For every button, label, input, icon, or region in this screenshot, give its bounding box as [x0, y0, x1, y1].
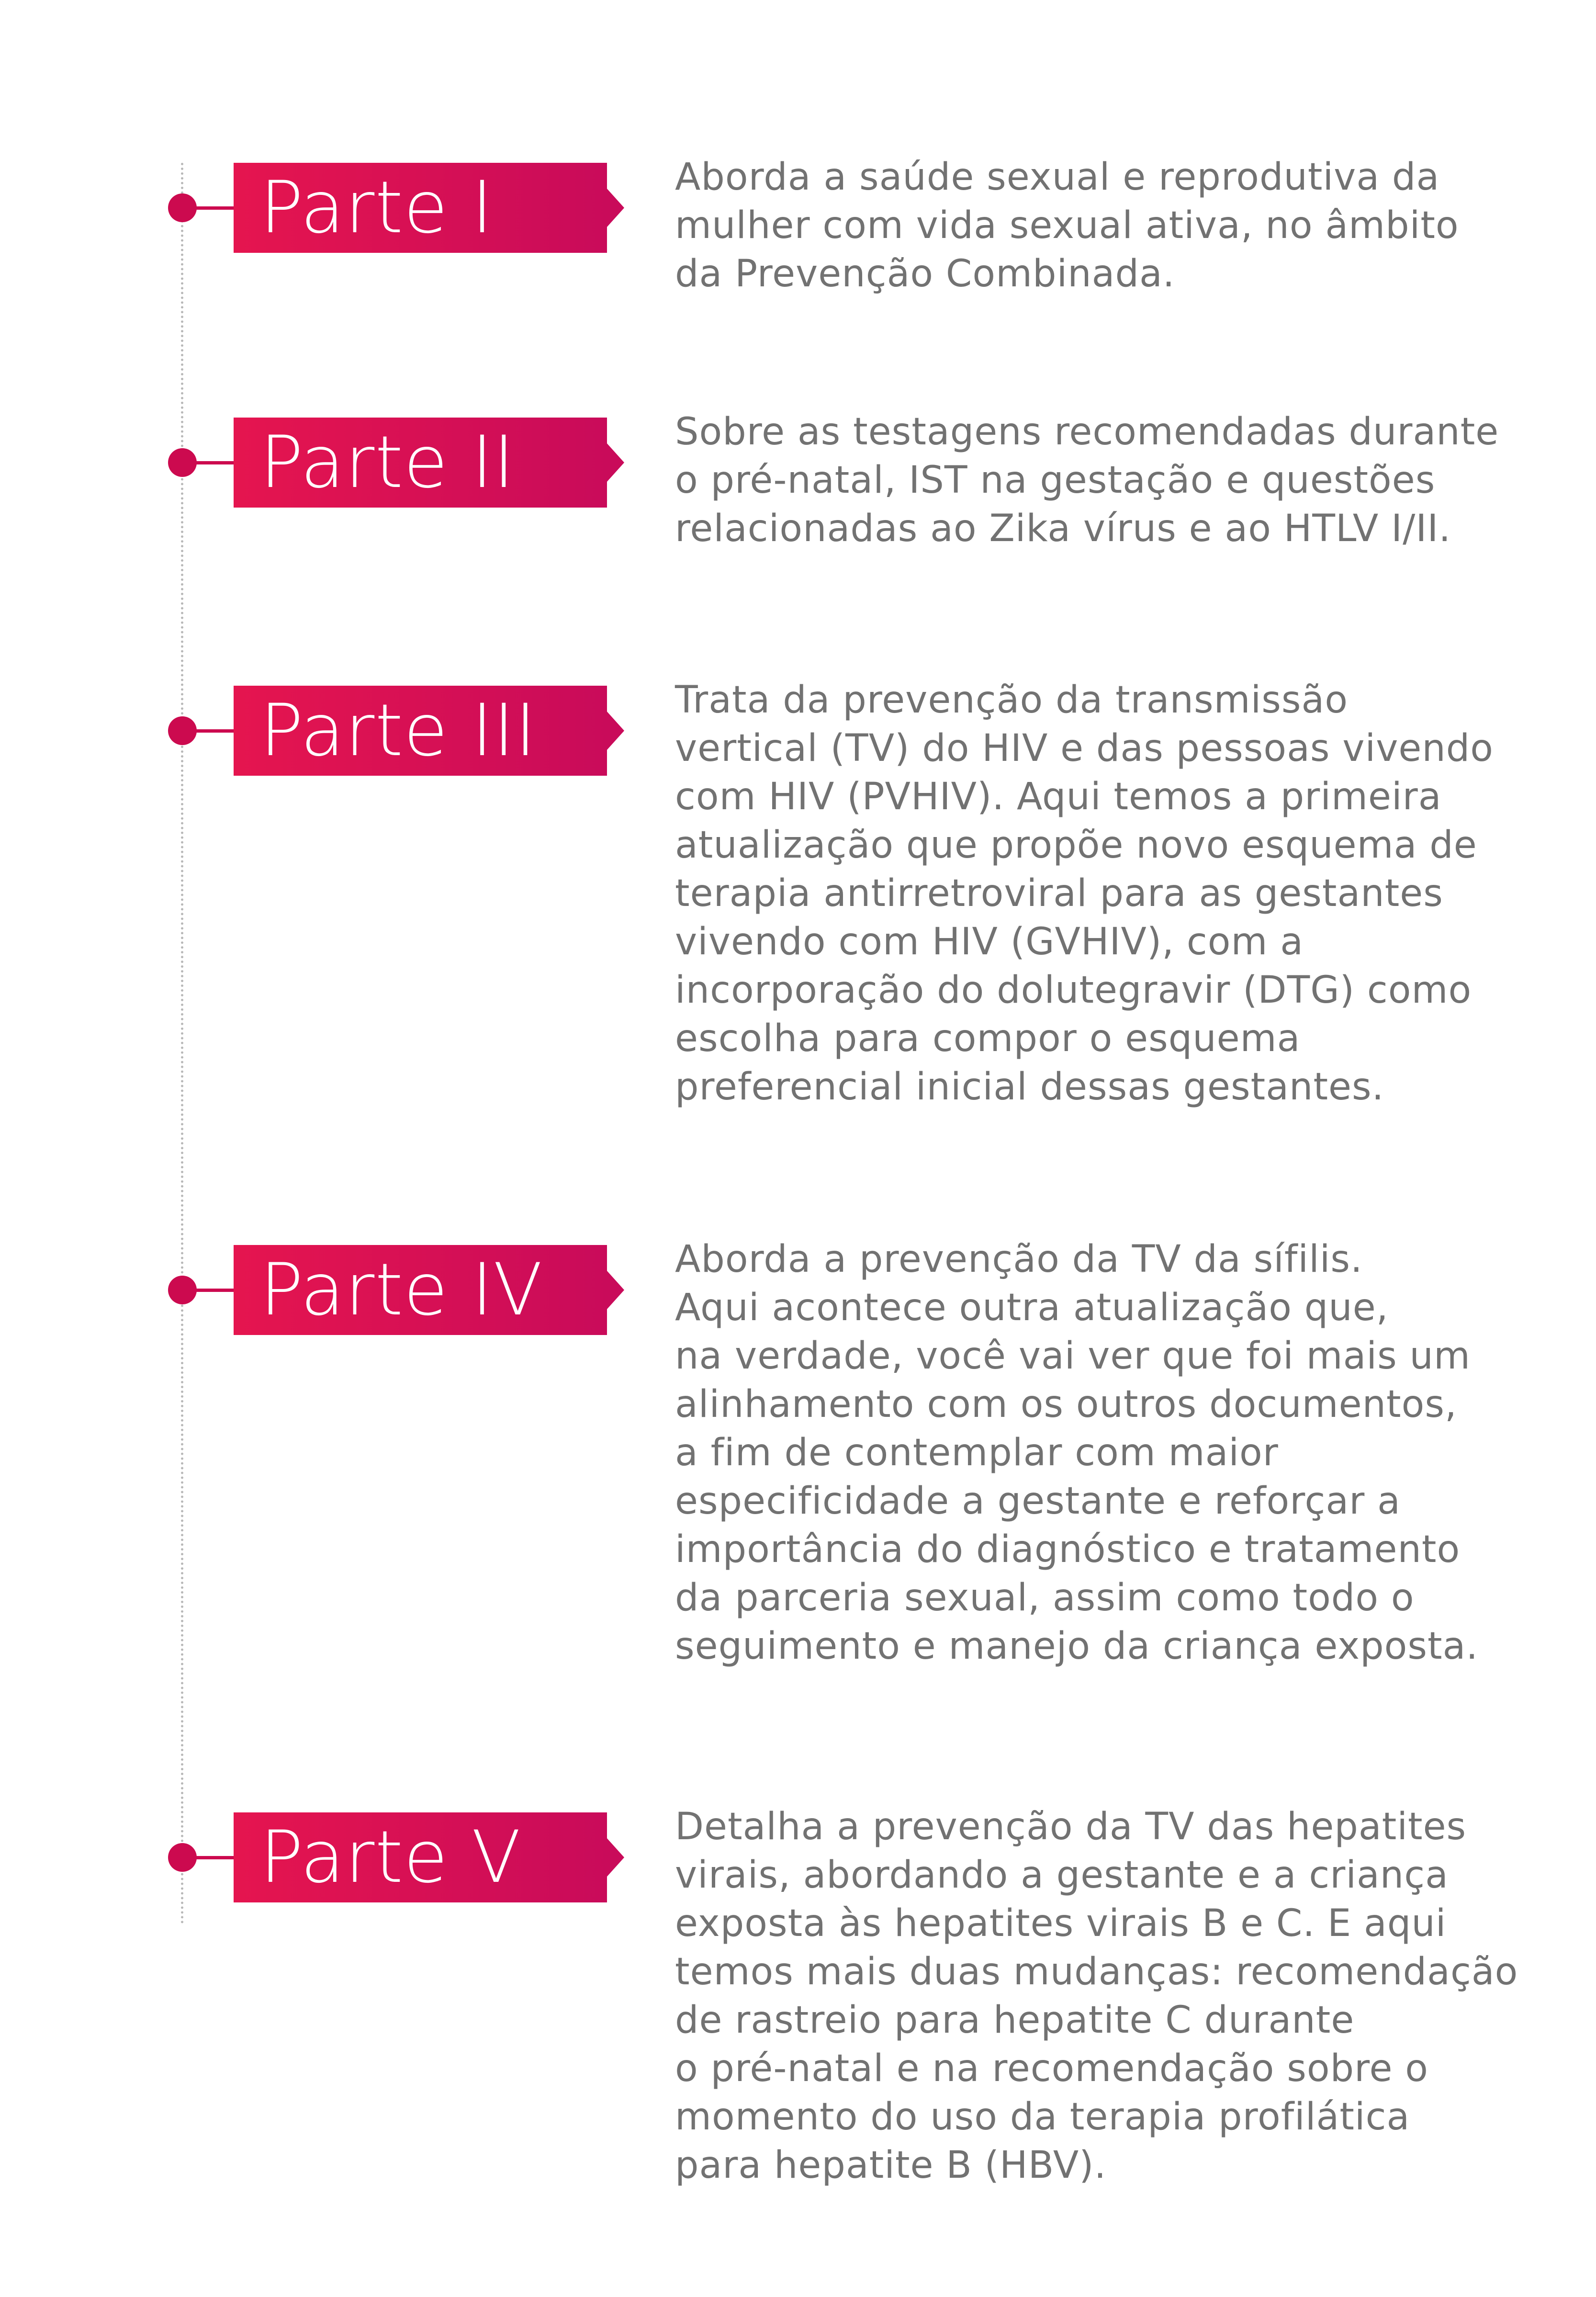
description-line: preferencial inicial dessas gestantes.: [675, 1065, 1384, 1109]
part-label: Parte V: [260, 1816, 521, 1899]
description-line: terapia antirretroviral para as gestantes: [675, 872, 1443, 915]
description-line: na verdade, você vai ver que foi mais um: [675, 1335, 1471, 1378]
part-banner: [234, 1245, 607, 1335]
part-label: Parte I: [260, 166, 494, 249]
description-line: Aqui acontece outra atualização que,: [675, 1286, 1389, 1329]
timeline-line: [181, 163, 183, 1925]
part-description: [675, 676, 1575, 1111]
timeline-connector: [182, 1289, 235, 1292]
description-line: escolha para compor o esquema: [675, 1017, 1301, 1060]
description-line: mulher com vida sexual ativa, no âmbito: [675, 204, 1459, 247]
description-line: especificidade a gestante e reforçar a: [675, 1480, 1401, 1523]
description-line: Detalha a prevenção da TV das hepatites: [675, 1805, 1467, 1848]
timeline-connector: [182, 206, 235, 210]
description-line: temos mais duas mudanças: recomendação: [675, 1950, 1518, 1993]
part-banner: [234, 1812, 607, 1902]
description-line: da parceria sexual, assim como todo o: [675, 1576, 1415, 1619]
part-banner: [234, 418, 607, 508]
timeline-connector: [182, 1856, 235, 1859]
timeline-connector: [182, 729, 235, 733]
part-banner: [234, 686, 607, 776]
description-line: o pré-natal, IST na gestação e questões: [675, 459, 1436, 502]
description-line: Aborda a prevenção da TV da sífilis.: [675, 1238, 1363, 1281]
timeline-connector: [182, 461, 235, 464]
description-line: relacionadas ao Zika vírus e ao HTLV I/II.: [675, 507, 1451, 550]
description-line: virais, abordando a gestante e a criança: [675, 1854, 1449, 1897]
part-description: [675, 1803, 1575, 2190]
description-line: Aborda a saúde sexual e reprodutiva da: [675, 156, 1440, 199]
part-banner: [234, 163, 607, 253]
description-line: alinhamento com os outros documentos,: [675, 1383, 1457, 1426]
part-label: Parte III: [260, 689, 537, 772]
description-line: exposta às hepatites virais B e C. E aqui: [675, 1902, 1447, 1945]
description-line: de rastreio para hepatite C durante: [675, 1999, 1355, 2042]
description-line: momento do uso da terapia profilática: [675, 2095, 1410, 2139]
part-label: Parte IV: [260, 1248, 543, 1332]
part-label: Parte II: [260, 421, 515, 504]
description-line: a fim de contemplar com maior: [675, 1431, 1279, 1474]
description-line: vertical (TV) do HIV e das pessoas vivendo: [675, 727, 1494, 770]
description-line: o pré-natal e na recomendação sobre o: [675, 2047, 1428, 2090]
description-line: atualização que propõe novo esquema de: [675, 824, 1477, 867]
description-line: Trata da prevenção da transmissão: [675, 679, 1349, 722]
part-description: [675, 1235, 1575, 1671]
description-line: incorporação do dolutegravir (DTG) como: [675, 969, 1472, 1012]
part-description: [675, 408, 1575, 553]
description-line: vivendo com HIV (GVHIV), com a: [675, 920, 1304, 963]
description-line: seguimento e manejo da criança exposta.: [675, 1625, 1479, 1668]
description-line: Sobre as testagens recomendadas durante: [675, 410, 1499, 453]
description-line: com HIV (PVHIV). Aqui temos a primeira: [675, 775, 1442, 818]
part-description: [675, 153, 1575, 298]
description-line: importância do diagnóstico e tratamento: [675, 1528, 1461, 1571]
description-line: da Prevenção Combinada.: [675, 252, 1175, 295]
description-line: para hepatite B (HBV).: [675, 2144, 1107, 2187]
